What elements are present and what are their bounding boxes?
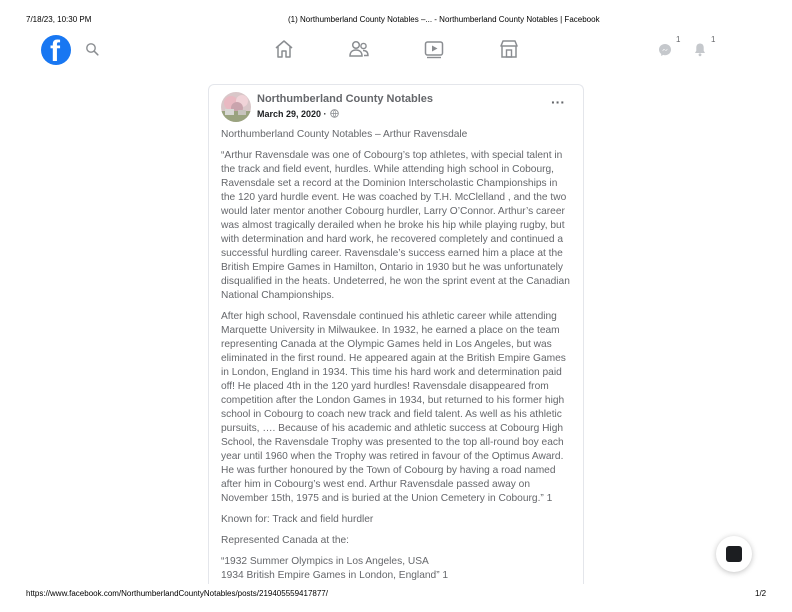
- post-paragraph: Represented Canada at the:: [221, 535, 350, 546]
- print-url: https://www.facebook.com/NorthumberlandCountyNotables/posts/219405559417877/: [26, 589, 328, 598]
- search-icon[interactable]: [85, 42, 99, 56]
- messenger-badge-count: 1: [676, 35, 681, 44]
- page-name-link[interactable]: Northumberland County Notables: [257, 93, 434, 105]
- post-quote-line: 1934 British Empire Games in London, England” 1: [221, 570, 449, 581]
- messenger-icon[interactable]: [658, 43, 672, 57]
- friends-icon[interactable]: [348, 38, 370, 60]
- post-date-text: March 29, 2020 ·: [257, 109, 330, 119]
- print-page-title: (1) Northumberland County Notables –... - Northumberland County Notables | Facebook: [288, 15, 600, 24]
- avatar-image: [221, 92, 251, 122]
- post-paragraph: “Arthur Ravensdale was one of Cobourg’s top athletes, with special talent in the track and field event, hurdles. While attending high school in Cobourg, Ravensdale set a record at the Dominion Interscholastic Championships in the 120 yard hurdle event. He was coached by T.H. McClelland , and the two would later mentor another Cobourg hurdler, Larry O’Connor. Arthur’s career was almost tragically derailed when he broke his hip while playing rugby, but with determination and hard work, he recovered completely and continued a successful hurdling career. Ravensdale’s success earned him a place at the British Empire Games in Hamilton, Ontario in 1930 but he was unfortunately disqualified in the heats. Undeterred, he won the sprint event at the Canadian National Championships.: [221, 150, 570, 301]
- notifications-badge-count: 1: [711, 35, 716, 44]
- post-date[interactable]: [257, 109, 339, 119]
- marketplace-icon[interactable]: [498, 38, 520, 60]
- post-body: [221, 128, 574, 583]
- new-message-button[interactable]: [716, 536, 752, 572]
- globe-icon: [330, 109, 339, 118]
- facebook-logo-letter: f: [50, 35, 60, 68]
- facebook-logo[interactable]: [41, 35, 71, 68]
- compose-icon: [726, 546, 742, 562]
- post-paragraph: Known for: Track and field hurdler: [221, 514, 374, 525]
- home-icon[interactable]: [273, 38, 295, 60]
- bell-icon[interactable]: [693, 42, 707, 57]
- watch-icon[interactable]: [423, 38, 445, 60]
- post-paragraph: After high school, Ravensdale continued his athletic career while attending Marquette University in Milwaukee. In 1932, he earned a place on the team representing Canada at the Olympic Games held in Los Angeles, but was eliminated in the first round. He appeared again at the British Empire Games in London, England in 1934. This time his hard work and determination paid off! He placed 4th in the 120 yard hurdles! Ravensdale disappeared from competition after the London Games in 1934, but returned to his former high school in Cobourg to coach new track and field talent. As well as his athletic pursuits, …. Because of his academic and athletic success at Cobourg High School, the Ravensdale Trophy was presented to the top all-round boy each year until 1960 when the Trophy was retired in favour of the Optimus Award. He was further honoured by the Town of Cobourg by having a road named after him in Cobourg’s west end. Arthur Ravensdale passed away on November 15th, 1975 and is buried at the Union Cemetery in Cobourg.” 1: [221, 311, 566, 504]
- print-datetime: 7/18/23, 10:30 PM: [26, 15, 92, 24]
- post-quote-line: “1932 Summer Olympics in Los Angeles, USA: [221, 556, 429, 567]
- post-paragraph: Northumberland County Notables – Arthur Ravensdale: [221, 129, 468, 140]
- page-avatar[interactable]: [221, 92, 251, 122]
- print-page-number: 1/2: [755, 589, 767, 598]
- post-options-button[interactable]: ···: [551, 94, 565, 110]
- post-quote: [221, 555, 574, 583]
